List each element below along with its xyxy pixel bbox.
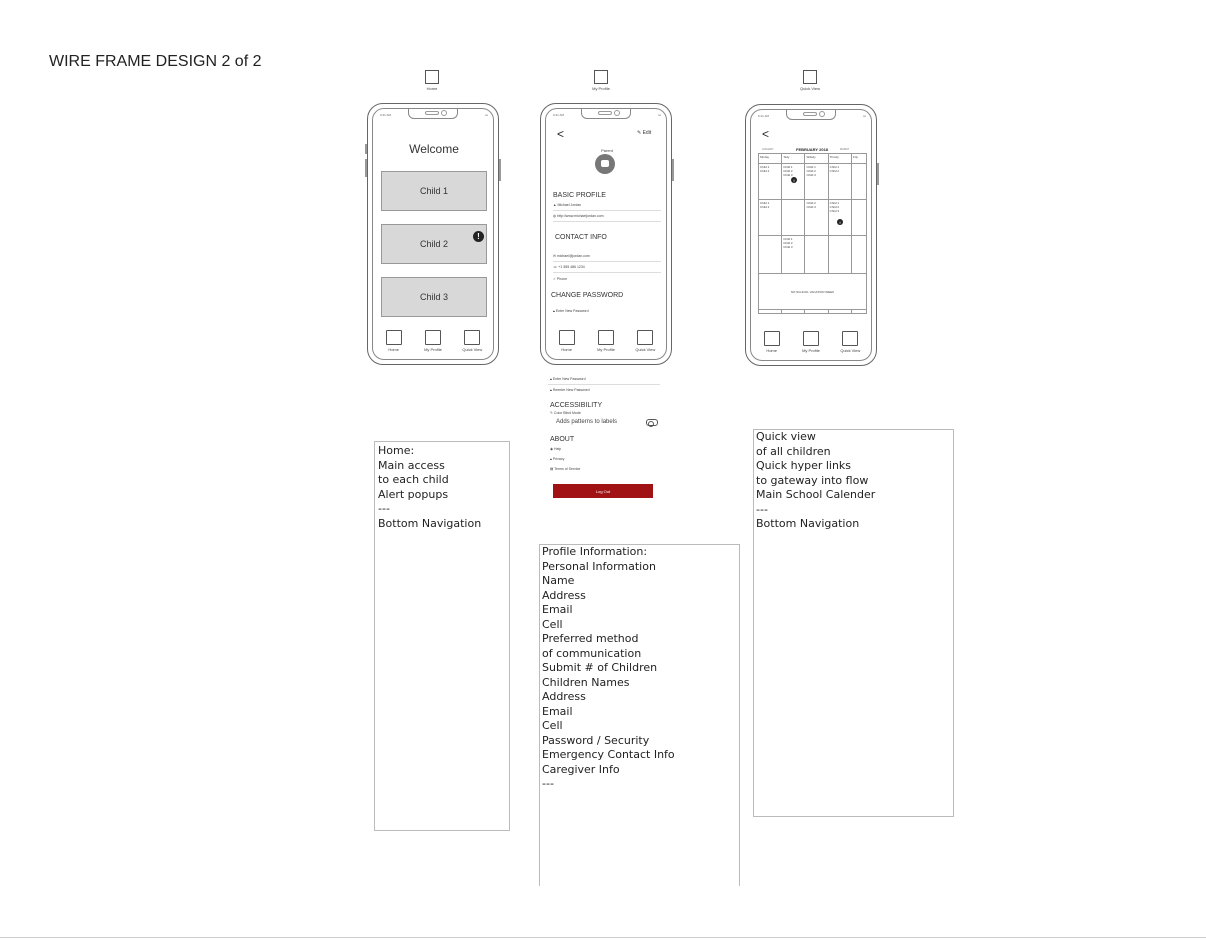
note-line: Cell bbox=[542, 617, 563, 631]
calendar-child-link[interactable]: Child 2 bbox=[783, 169, 793, 173]
quickview-placeholder-icon bbox=[803, 70, 817, 84]
calendar-child-link[interactable]: Child 1 bbox=[760, 165, 770, 169]
lock-icon: 🔒︎ bbox=[550, 388, 552, 392]
profile-icon bbox=[425, 330, 441, 345]
role-label: Parent bbox=[601, 148, 613, 153]
pencil-icon: ✎ bbox=[550, 411, 553, 415]
password-header: CHANGE PASSWORD bbox=[551, 292, 624, 299]
calendar-child-link[interactable]: Child 3 bbox=[806, 205, 816, 209]
quick-view-icon bbox=[464, 330, 480, 345]
home-icon bbox=[559, 330, 575, 345]
note-line: Password / Security bbox=[542, 733, 650, 747]
note-line: Bottom Navigation bbox=[756, 517, 860, 530]
quickview-top-label: Quick View bbox=[790, 70, 830, 91]
note-lines bbox=[378, 444, 506, 531]
nav-my-profile[interactable]: My Profile bbox=[591, 330, 621, 356]
quickview-notes bbox=[753, 429, 954, 817]
note-line: Address bbox=[542, 588, 586, 602]
website-row[interactable]: ◍ http://www.michaeljordan.com bbox=[553, 214, 604, 218]
profile-top-label: My Profile bbox=[581, 70, 621, 91]
child-card-3[interactable]: Child 3 bbox=[381, 277, 487, 317]
nav-home[interactable]: Home bbox=[757, 331, 787, 357]
note-line: Cell bbox=[542, 719, 563, 732]
vacation-banner: NO SCHOOL VACATION WEEK bbox=[759, 274, 867, 310]
note-line: Personal Information bbox=[542, 559, 656, 573]
color-blind-row: ✎ Color Blind Mode bbox=[550, 411, 581, 415]
week-row bbox=[759, 200, 867, 236]
calendar-child-link[interactable]: Child 1 bbox=[829, 165, 839, 169]
name-row[interactable]: ▲ Michael Jordan bbox=[553, 203, 582, 207]
check-icon: ✓ bbox=[553, 277, 556, 281]
globe-icon: ◍ bbox=[553, 214, 557, 218]
note-line: Caregiver Info bbox=[542, 762, 620, 776]
note-line: Name bbox=[542, 574, 575, 587]
month-title: FEBRUARY 2018 bbox=[796, 147, 829, 152]
user-icon: ▲ bbox=[553, 203, 557, 207]
basic-profile-header: BASIC PROFILE bbox=[553, 192, 606, 199]
bottom-nav-profile bbox=[547, 330, 665, 356]
home-notes bbox=[374, 441, 510, 831]
phone-row[interactable]: ☏ +1 555 486 1234 bbox=[553, 265, 585, 269]
note-line: Submit # of Children bbox=[542, 661, 658, 674]
home-icon bbox=[386, 330, 402, 345]
profile-notes bbox=[539, 544, 740, 886]
page-title: WIRE FRAME DESIGN 2 of 2 bbox=[49, 53, 262, 70]
help-link[interactable]: ◉ Help bbox=[550, 447, 562, 451]
note-line: Preferred method bbox=[542, 632, 639, 645]
calendar-child-link[interactable]: Child 3 bbox=[829, 209, 839, 213]
lock-icon: 🔒︎ bbox=[550, 377, 552, 381]
home-top-label: Home bbox=[412, 70, 452, 91]
nav-my-profile[interactable]: My Profile bbox=[796, 331, 826, 357]
nav-quick-view[interactable]: Quick View bbox=[457, 330, 487, 356]
pencil-icon: ✎ bbox=[637, 130, 642, 136]
enter-password-field-2[interactable]: 🔒︎ Enter New Password bbox=[550, 377, 586, 381]
calendar-child-link[interactable]: Child 1 bbox=[783, 165, 793, 169]
calendar-child-link[interactable]: Child 3 bbox=[806, 173, 816, 177]
email-row[interactable]: ✉ michael@jordan.com bbox=[553, 254, 590, 258]
reenter-password-field[interactable]: 🔒︎ Reenter New Password bbox=[550, 388, 590, 392]
profile-placeholder-icon bbox=[594, 70, 608, 84]
note-lines bbox=[542, 545, 737, 792]
calendar-child-link[interactable]: Child 2 bbox=[806, 169, 816, 173]
profile-icon bbox=[803, 331, 819, 346]
home-icon bbox=[764, 331, 780, 346]
color-blind-toggle[interactable] bbox=[646, 419, 658, 426]
note-line: Emergency Contact Info bbox=[542, 748, 675, 761]
note-line: Children Names bbox=[542, 675, 630, 689]
note-line: Bottom Navigation bbox=[378, 516, 482, 530]
alert-icon[interactable]: ! bbox=[791, 177, 797, 183]
note-line: Main School Calender bbox=[756, 488, 876, 501]
calendar-child-link[interactable]: Child 2 bbox=[783, 241, 793, 245]
note-line: Quick view bbox=[756, 430, 816, 443]
terms-link[interactable]: ▤ Terms of Service bbox=[550, 467, 581, 471]
calendar-child-link[interactable]: Child 3 bbox=[783, 245, 793, 249]
calendar-child-link[interactable]: Child 3 bbox=[783, 173, 793, 177]
week-row bbox=[759, 236, 867, 274]
home-placeholder-icon bbox=[425, 70, 439, 84]
enter-password-field[interactable]: 🔒︎ Enter New Password bbox=[553, 309, 589, 313]
child-card-1[interactable]: Child 1 bbox=[381, 171, 487, 211]
note-line: --- bbox=[378, 502, 390, 515]
quick-view-icon bbox=[842, 331, 858, 346]
day-header: Mnday bbox=[759, 154, 782, 164]
profile-icon bbox=[598, 330, 614, 345]
quickview-phone: 9:41 AM ▪▪▪ < JANUARY FEBRUARY 2018 MARCH Mnday Tsdy Wdsdy Thrsdy Fdy Child 1 Child 2 Child 1 Child 2 Child 3 Child 1 Child 2 Child 3 Child 1 Child 2 Child 1 Child 2 Child 2 Child 3 Child 1 Child 2 Child 3 Child 1 Child 2 Child 3 NO SCHOOL VACATION WEEK ! ! Home My Profile Quick View bbox=[745, 104, 877, 366]
home-phone: 9:41 AM ▪▪▪ Welcome Child 1 Child 2 ! Child 3 Home My Profile Quick View bbox=[367, 103, 499, 365]
accessibility-header: ACCESSIBILITY bbox=[550, 402, 603, 409]
note-line: Main access bbox=[378, 458, 445, 472]
lock-icon: 🔒︎ bbox=[550, 457, 552, 461]
bottom-nav-quickview bbox=[752, 331, 870, 357]
quick-view-icon bbox=[637, 330, 653, 345]
edit-button[interactable]: ✎ Edit bbox=[637, 130, 652, 136]
next-month-link[interactable]: MARCH bbox=[840, 148, 850, 151]
alert-icon[interactable]: ! bbox=[837, 219, 843, 225]
calendar-child-link[interactable]: Child 1 bbox=[783, 237, 793, 241]
note-line: --- bbox=[756, 502, 768, 516]
alert-icon[interactable]: ! bbox=[473, 231, 484, 242]
nav-my-profile[interactable]: My Profile bbox=[418, 330, 448, 356]
prev-month-link[interactable]: JANUARY bbox=[762, 148, 774, 151]
child-card-2[interactable]: Child 2 bbox=[381, 224, 487, 264]
calendar-child-link[interactable]: Child 2 bbox=[760, 205, 770, 209]
calendar-child-link[interactable]: Child 2 bbox=[760, 169, 770, 173]
nav-home[interactable]: Home bbox=[552, 330, 582, 356]
note-line: Quick hyper links bbox=[756, 459, 852, 472]
note-lines bbox=[756, 430, 951, 532]
note-line: --- bbox=[542, 777, 554, 790]
note-line: to each child bbox=[378, 473, 449, 486]
logout-button[interactable]: Log Out bbox=[553, 484, 653, 498]
day-header: Wdsdy bbox=[805, 154, 828, 164]
note-line: Alert popups bbox=[378, 487, 449, 501]
phone-icon: ☏ bbox=[553, 265, 558, 269]
camera-icon[interactable] bbox=[595, 154, 615, 174]
back-icon[interactable]: < bbox=[557, 127, 565, 141]
calendar-child-link[interactable]: Child 1 bbox=[806, 165, 816, 169]
back-icon[interactable]: < bbox=[762, 127, 770, 141]
preferred-row[interactable]: ✓ Phone bbox=[553, 277, 568, 281]
school-calendar bbox=[758, 153, 867, 314]
note-line: of communication bbox=[542, 646, 642, 660]
nav-quick-view[interactable]: Quick View bbox=[835, 331, 865, 357]
note-line: of all children bbox=[756, 444, 831, 458]
page-divider bbox=[0, 937, 1206, 938]
welcome-title: Welcome bbox=[409, 142, 459, 156]
profile-phone: 9:41 AM ▪▪▪ < ✎ Edit Parent BASIC PROFILE ▲ Michael Jordan ◍ http://www.michaeljordan.com CONTACT INFO ✉ michael@jordan.com ☏ +1 555 486 1234 ✓ Phone CHANGE PASSWORD 🔒︎ Enter New Password Home My Profile Quick View bbox=[540, 103, 672, 365]
note-line: Email bbox=[542, 704, 573, 718]
nav-home[interactable]: Home bbox=[379, 330, 409, 356]
week-row bbox=[759, 164, 867, 200]
note-line: Home: bbox=[378, 444, 415, 457]
nav-quick-view[interactable]: Quick View bbox=[630, 330, 660, 356]
contact-header: CONTACT INFO bbox=[555, 234, 607, 241]
day-header: Fdy bbox=[851, 154, 866, 164]
note-line: to gateway into flow bbox=[756, 473, 869, 487]
note-line: Address bbox=[542, 690, 586, 703]
help-icon: ◉ bbox=[550, 447, 554, 451]
bottom-nav bbox=[374, 330, 492, 356]
calendar-child-link[interactable]: Child 2 bbox=[829, 205, 839, 209]
document-icon: ▤ bbox=[550, 467, 554, 471]
calendar-child-link[interactable]: Child 2 bbox=[829, 169, 839, 173]
lock-icon: 🔒︎ bbox=[553, 309, 555, 313]
calendar-child-link[interactable]: Child 2 bbox=[806, 201, 816, 205]
calendar-child-link[interactable]: Child 1 bbox=[829, 201, 839, 205]
note-line: Email bbox=[542, 603, 573, 616]
day-header: Tsdy bbox=[782, 154, 805, 164]
note-line: Profile Information: bbox=[542, 545, 648, 558]
calendar-child-link[interactable]: Child 1 bbox=[760, 201, 770, 205]
day-header: Thrsdy bbox=[828, 154, 851, 164]
about-header: ABOUT bbox=[550, 436, 575, 443]
patterns-note: Adds patterns to labels bbox=[556, 419, 618, 425]
privacy-link[interactable]: 🔒︎ Privacy bbox=[550, 457, 565, 461]
mail-icon: ✉ bbox=[553, 254, 556, 258]
